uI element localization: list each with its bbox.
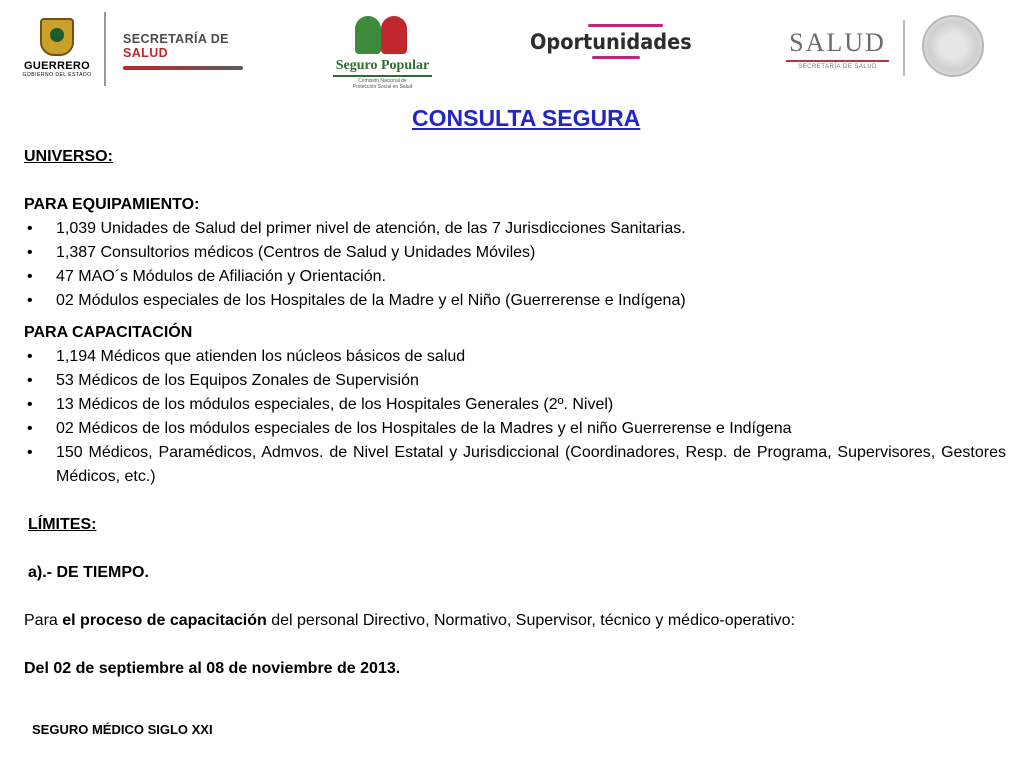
list-item: • 47 MAO´s Módulos de Afiliación y Orientación. — [24, 265, 1006, 289]
limites-para-bold: el proceso de capacitación — [62, 612, 267, 629]
seguro-popular-sub2: Protección Social en Salud — [352, 84, 413, 90]
limites-fechas: Del 02 de septiembre al 08 de noviembre de 2013. — [24, 660, 401, 677]
list-item: • 1,039 Unidades de Salud del primer nivel de atención, de las 7 Jurisdicciones Sanitarias. — [24, 217, 1006, 241]
mexico-seal-icon — [922, 15, 984, 77]
capacitacion-heading: PARA CAPACITACIÓN — [24, 324, 193, 341]
universo-heading: UNIVERSO: — [24, 148, 113, 165]
limites-para-pre: Para — [24, 612, 63, 629]
salud-name: SALUD — [789, 28, 886, 57]
limites-paragraph — [24, 609, 1006, 633]
footer-text: SEGURO MÉDICO SIGLO XXI — [32, 722, 213, 737]
list-item: • 1,194 Médicos que atienden los núcleos básicos de salud — [24, 345, 1006, 369]
seguro-popular-logo — [325, 16, 440, 90]
seguro-popular-sub1: Comisión Nacional de — [358, 78, 407, 84]
guerrero-shield-icon — [40, 18, 74, 56]
limites-para-post: del personal Directivo, Normativo, Supervisor, técnico y médico-operativo: — [266, 612, 796, 629]
equipamiento-list — [24, 217, 1006, 313]
list-item: • 02 Módulos especiales de los Hospitales de la Madre y el Niño (Guerrerense e Indígena) — [24, 289, 1006, 313]
guerrero-logo-name: GUERRERO — [24, 60, 90, 72]
seguro-popular-figures-icon — [325, 16, 440, 56]
list-item: • 13 Médicos de los módulos especiales, de los Hospitales Generales (2º. Nivel) — [24, 393, 1006, 417]
salud-logo — [780, 28, 895, 70]
guerrero-logo-sub: GOBIERNO DEL ESTADO — [22, 72, 92, 78]
limites-tiempo: a).- DE TIEMPO. — [28, 564, 149, 581]
secretaria-swoosh-icon — [123, 66, 243, 70]
document-body — [24, 145, 1006, 681]
oportunidades-name: Oportunidades — [530, 30, 692, 54]
secretaria-logo-line1: SECRETARÍA DE — [123, 32, 229, 46]
secretaria-salud-logo — [123, 32, 263, 70]
seguro-popular-name: Seguro Popular — [335, 58, 430, 73]
list-item: • 02 Médicos de los módulos especiales de los Hospitales de la Madres y el niño Guerrerense e Indígena — [24, 417, 1006, 441]
salud-divider — [903, 20, 905, 76]
oportunidades-logo — [530, 24, 690, 59]
salud-sub: SECRETARÍA DE SALUD — [798, 64, 877, 70]
limites-heading: LÍMITES: — [28, 516, 97, 533]
page-title: CONSULTA SEGURA — [412, 105, 641, 131]
capacitacion-list — [24, 345, 1006, 489]
logo-bar — [0, 0, 1024, 100]
list-item: • 150 Médicos, Paramédicos, Admvos. de Nivel Estatal y Jurisdiccional (Coordinadores, Resp. de Programa, Supervisores, Gestores Médicos, etc.) — [24, 441, 1006, 489]
list-item: • 53 Médicos de los Equipos Zonales de Supervisión — [24, 369, 1006, 393]
guerrero-logo — [22, 18, 92, 88]
list-item: • 1,387 Consultorios médicos (Centros de Salud y Unidades Móviles) — [24, 241, 1006, 265]
secretaria-logo-line2: SALUD — [123, 46, 169, 60]
logo-divider — [104, 12, 106, 86]
equipamiento-heading: PARA EQUIPAMIENTO: — [24, 196, 200, 213]
